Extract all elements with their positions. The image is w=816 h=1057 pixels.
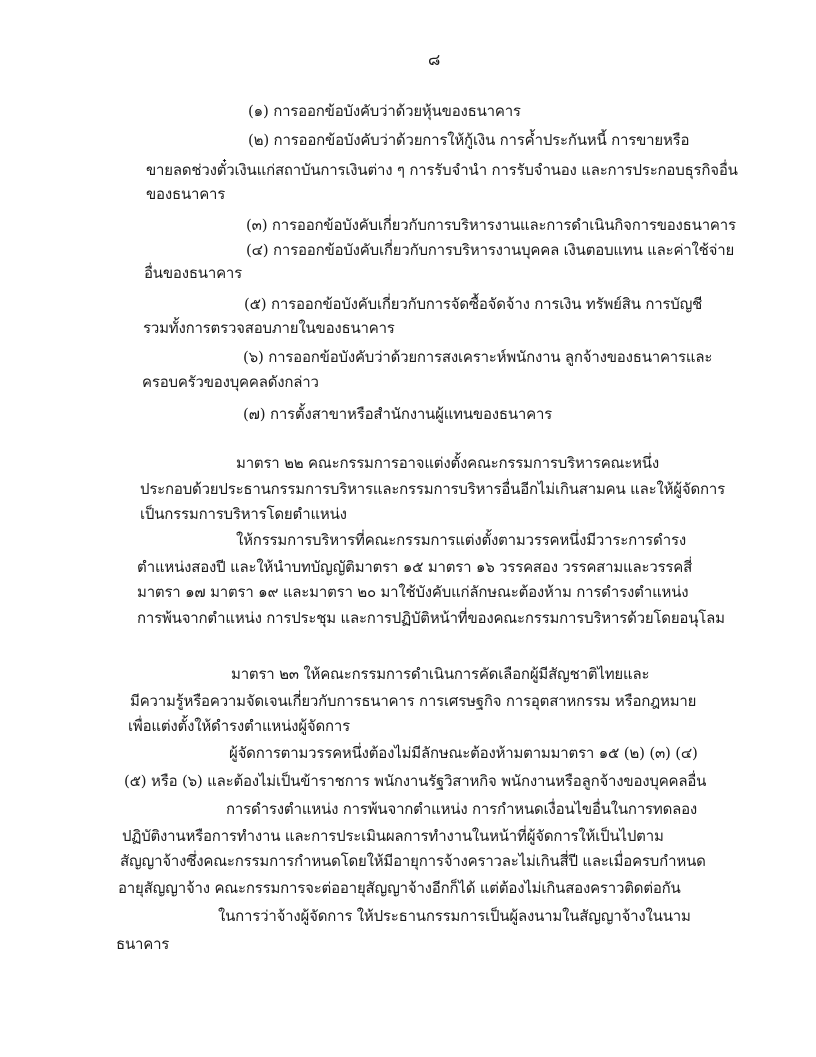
text-line: ในการว่าจ้างผู้จัดการ ให้ประธานกรรมการเป็นผู้ลงนามในสัญญาจ้างในนาม [218, 907, 691, 925]
text-line: มาตรา ๒๓ ให้คณะกรรมการดำเนินการคัดเลือกผู้มีสัญชาติไทยและ [231, 665, 650, 683]
text-line: ครอบครัวของบุคคลดังกล่าว [142, 373, 319, 391]
text-line: (๗) การตั้งสาขาหรือสำนักงานผู้แทนของธนาคาร [243, 405, 553, 423]
text-line: (๕) การออกข้อบังคับเกี่ยวกับการจัดซื้อจัดจ้าง การเงิน ทรัพย์สิน การบัญชี [244, 295, 703, 313]
text-line: ตำแหน่งสองปี และให้นำบทบัญญัติมาตรา ๑๕ มาตรา ๑๖ วรรคสอง วรรคสามและวรรคสี่ [137, 558, 693, 576]
text-line: ปฏิบัติงานหรือการทำงาน และการประเมินผลการทำงานในหน้าที่ผู้จัดการให้เป็นไปตาม [122, 827, 664, 845]
text-line: การพ้นจากตำแหน่ง การประชุม และการปฏิบัติหน้าที่ของคณะกรรมการบริหารด้วยโดยอนุโลม [137, 609, 725, 627]
text-line: มีความรู้หรือความจัดเจนเกี่ยวกับการธนาคาร การเศรษฐกิจ การอุตสาหกรรม หรือกฎหมาย [130, 692, 697, 710]
text-line: (๖) การออกข้อบังคับว่าด้วยการสงเคราะห์พนักงาน ลูกจ้างของธนาคารและ [243, 348, 713, 366]
text-line: เพื่อแต่งตั้งให้ดำรงตำแหน่งผู้จัดการ [128, 717, 350, 735]
text-line: มาตรา ๒๒ คณะกรรมการอาจแต่งตั้งคณะกรรมการบริหารคณะหนึ่ง [236, 454, 659, 472]
text-line: (๕) หรือ (๖) และต้องไม่เป็นข้าราชการ พนักงานรัฐวิสาหกิจ พนักงานหรือลูกจ้างของบุคคลอื่น [124, 772, 707, 790]
page-number: ๘ [428, 50, 441, 69]
text-line: รวมทั้งการตรวจสอบภายในของธนาคาร [143, 319, 395, 337]
text-line: ประกอบด้วยประธานกรรมการบริหารและกรรมการบริหารอื่นอีกไม่เกินสามคน และให้ผู้จัดการ [140, 480, 725, 498]
text-line: อายุสัญญาจ้าง คณะกรรมการจะต่ออายุสัญญาจ้างอีกก็ได้ แต่ต้องไม่เกินสองคราวติดต่อกัน [118, 879, 681, 897]
text-line: มาตรา ๑๗ มาตรา ๑๙ และมาตรา ๒๐ มาใช้บังคับแก่ลักษณะต้องห้าม การดำรงตำแหน่ง [137, 583, 689, 601]
text-line: ของธนาคาร [146, 185, 226, 203]
text-line: (๑) การออกข้อบังคับว่าด้วยหุ้นของธนาคาร [248, 102, 521, 120]
text-line: เป็นกรรมการบริหารโดยตำแหน่ง [140, 505, 347, 523]
text-line: ขายลดช่วงตั๋วเงินแก่สถาบันการเงินต่าง ๆ การรับจำนำ การรับจำนอง และการประกอบธุรกิจอื่น [146, 161, 738, 179]
text-line: (๒) การออกข้อบังคับว่าด้วยการให้กู้เงิน การค้ำประกันหนี้ การขายหรือ [248, 131, 690, 149]
text-line: การดำรงตำแหน่ง การพ้นจากตำแหน่ง การกำหนดเงื่อนไขอื่นในการทดลอง [226, 800, 698, 818]
text-line: ธนาคาร [116, 935, 170, 953]
text-line: ผู้จัดการตามวรรคหนึ่งต้องไม่มีลักษณะต้องห้ามตามมาตรา ๑๕ (๒) (๓) (๔) [229, 744, 698, 762]
text-line: ให้กรรมการบริหารที่คณะกรรมการแต่งตั้งตามวรรคหนึ่งมีวาระการดำรง [236, 531, 686, 549]
text-line: สัญญาจ้างซึ่งคณะกรรมการกำหนดโดยให้มีอายุการจ้างคราวละไม่เกินสี่ปี และเมื่อครบกำหนด [120, 852, 706, 870]
text-line: (๔) การออกข้อบังคับเกี่ยวกับการบริหารงานบุคคล เงินตอบแทน และค่าใช้จ่าย [246, 241, 735, 259]
text-line: (๓) การออกข้อบังคับเกี่ยวกับการบริหารงานและการดำเนินกิจการของธนาคาร [246, 216, 736, 234]
text-line: อื่นของธนาคาร [144, 264, 242, 282]
